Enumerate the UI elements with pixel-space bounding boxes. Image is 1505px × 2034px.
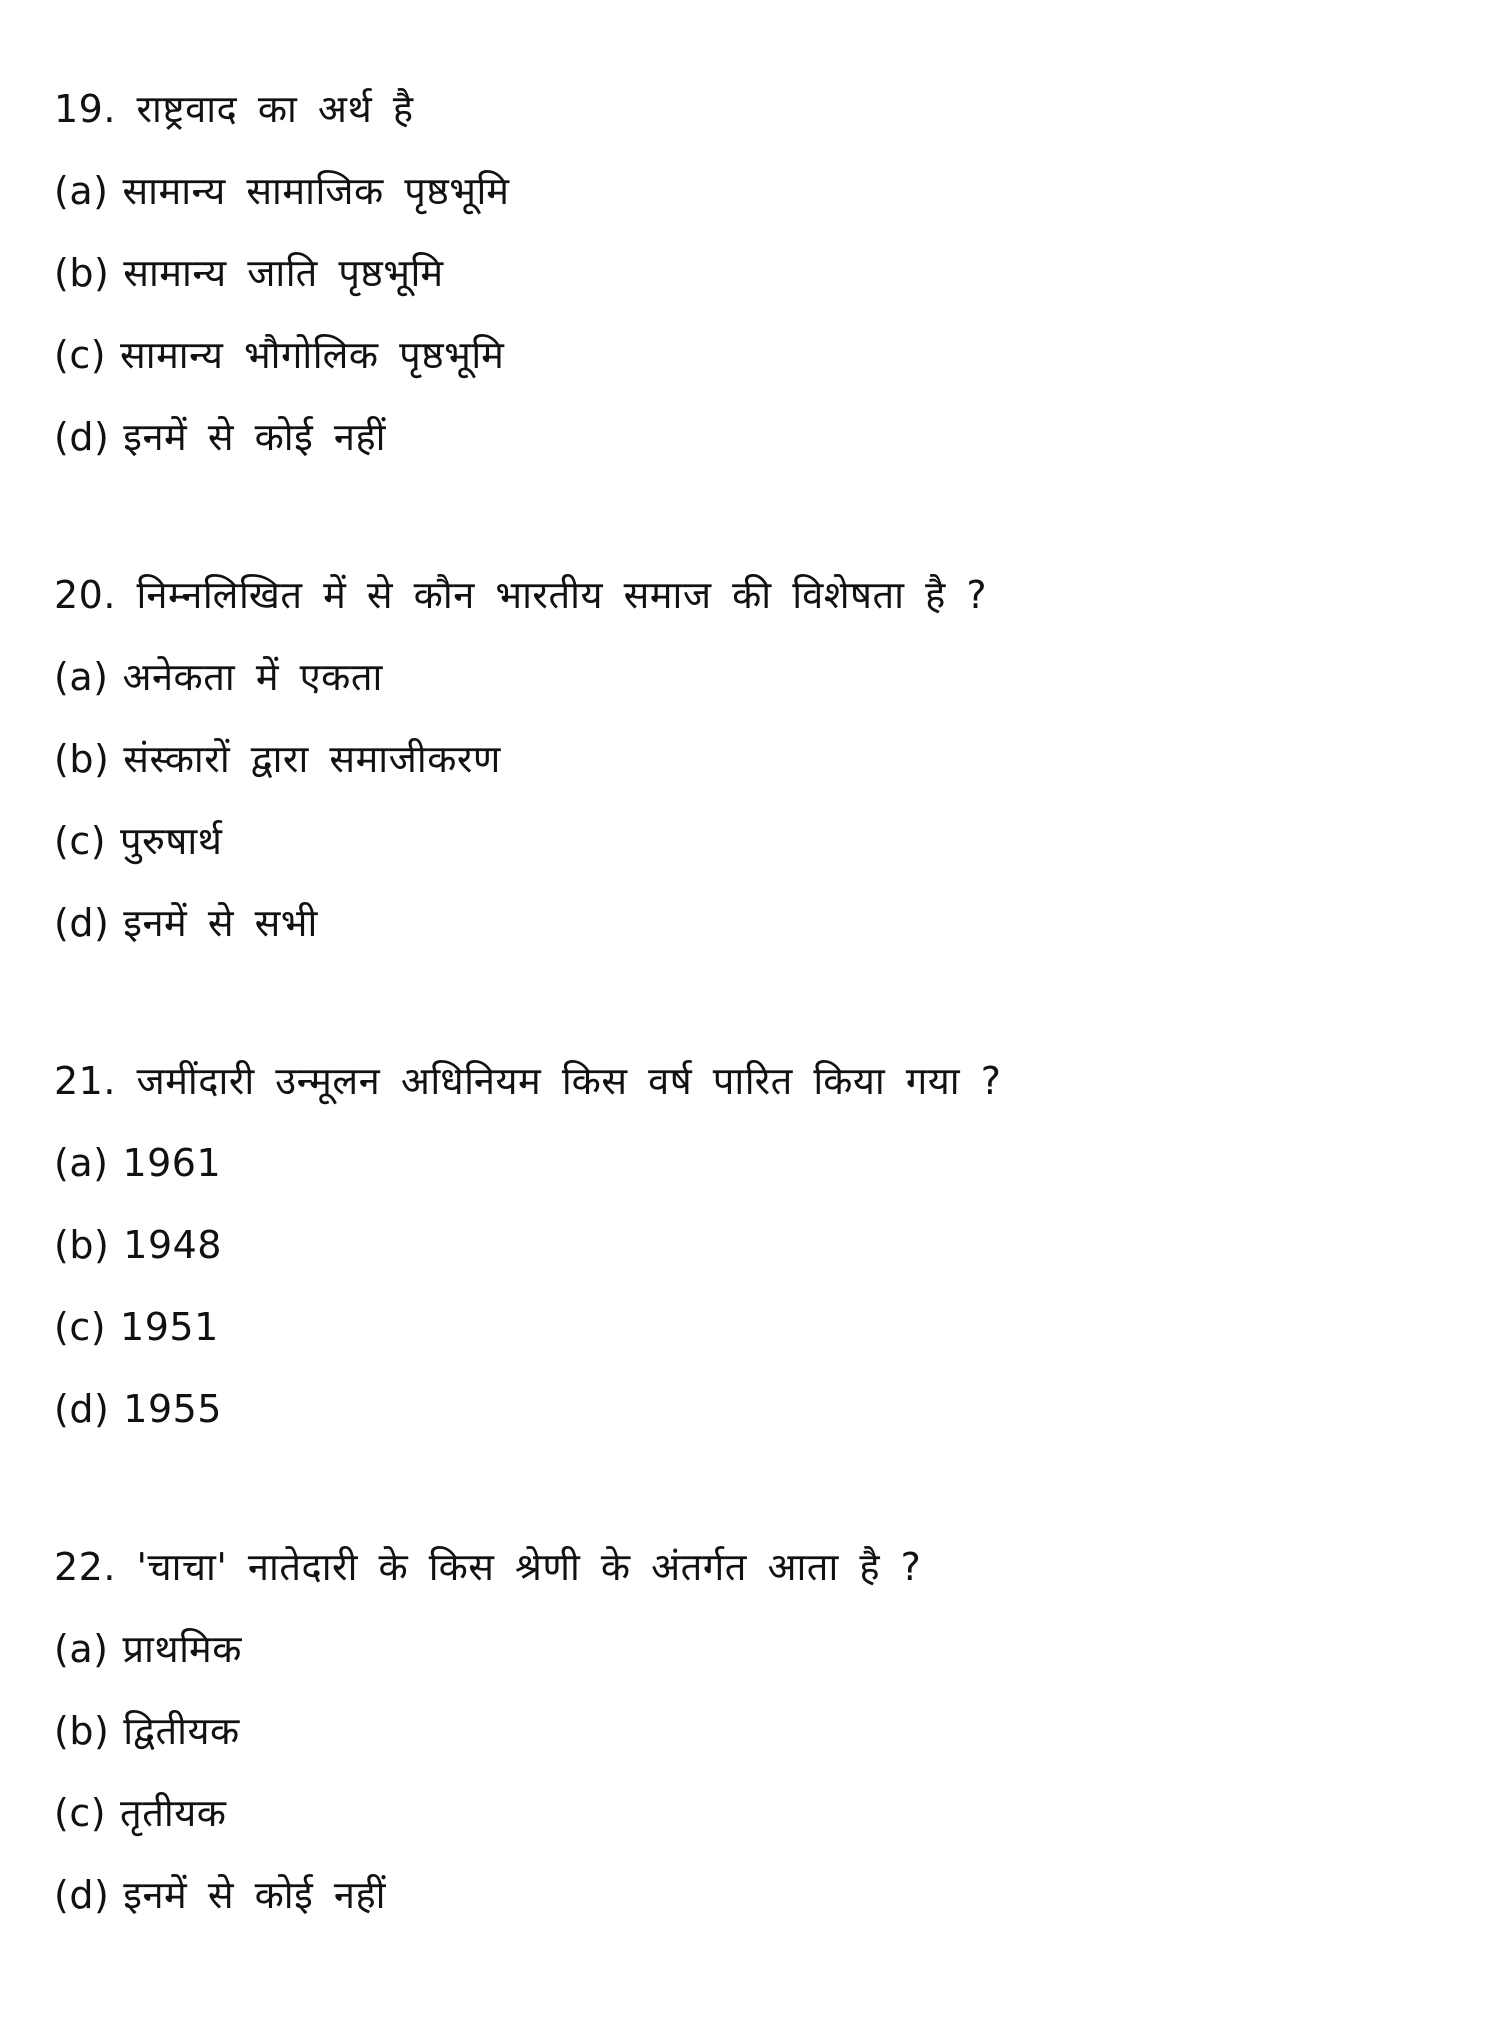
option-b (54, 1690, 1465, 1772)
option-label: (c) (54, 333, 107, 377)
option-label: (a) (54, 169, 109, 213)
option-text: द्वितीयक (123, 1709, 240, 1753)
option-label: (c) (54, 1791, 107, 1835)
option-text: प्राथमिक (122, 1627, 242, 1671)
option-d (54, 1368, 1465, 1450)
option-label: (b) (54, 737, 110, 781)
option-text: इनमें से कोई नहीं (123, 415, 386, 459)
option-label: (c) (54, 819, 107, 863)
option-text: पुरुषार्थ (120, 819, 223, 863)
option-label: (b) (54, 1709, 110, 1753)
option-text: 1961 (122, 1141, 222, 1185)
option-label: (a) (54, 1141, 109, 1185)
option-label: (d) (54, 415, 110, 459)
option-a (54, 150, 1465, 232)
option-d (54, 1854, 1465, 1936)
question-19 (54, 68, 1465, 478)
option-text: सामान्य सामाजिक पृष्ठभूमि (122, 169, 510, 213)
option-text: सामान्य भौगोलिक पृष्ठभूमि (120, 333, 505, 377)
option-label: (d) (54, 1387, 110, 1431)
option-c (54, 1286, 1465, 1368)
option-c (54, 1772, 1465, 1854)
option-b (54, 1204, 1465, 1286)
option-label: (b) (54, 1223, 110, 1267)
question-text: 22. 'चाचा' नातेदारी के किस श्रेणी के अंतर्गत आता है ? (54, 1545, 922, 1589)
option-label: (b) (54, 251, 110, 295)
option-text: अनेकता में एकता (122, 655, 383, 699)
option-label: (d) (54, 901, 110, 945)
option-c (54, 800, 1465, 882)
option-label: (a) (54, 655, 109, 699)
option-d (54, 396, 1465, 478)
option-text: संस्कारों द्वारा समाजीकरण (123, 737, 501, 781)
option-label: (d) (54, 1873, 110, 1917)
option-a (54, 1122, 1465, 1204)
option-text: इनमें से कोई नहीं (123, 1873, 386, 1917)
option-text: इनमें से सभी (123, 901, 318, 945)
option-c (54, 314, 1465, 396)
question-20 (54, 554, 1465, 964)
question-text: 20. निम्नलिखित में से कौन भारतीय समाज की विशेषता है ? (54, 573, 988, 617)
option-text: सामान्य जाति पृष्ठभूमि (123, 251, 444, 295)
option-text: तृतीयक (120, 1791, 227, 1835)
question-text: 21. जमींदारी उन्मूलन अधिनियम किस वर्ष पारित किया गया ? (54, 1059, 1002, 1103)
option-b (54, 718, 1465, 800)
option-b (54, 232, 1465, 314)
option-a (54, 1608, 1465, 1690)
option-label: (c) (54, 1305, 107, 1349)
option-text: 1948 (123, 1223, 222, 1267)
question-22 (54, 1526, 1465, 1936)
question-text: 19. राष्ट्रवाद का अर्थ है (54, 87, 414, 131)
option-label: (a) (54, 1627, 109, 1671)
option-a (54, 636, 1465, 718)
option-text: 1951 (120, 1305, 219, 1349)
option-d (54, 882, 1465, 964)
question-21 (54, 1040, 1465, 1450)
question-page (54, 68, 1465, 2012)
option-text: 1955 (123, 1387, 222, 1431)
